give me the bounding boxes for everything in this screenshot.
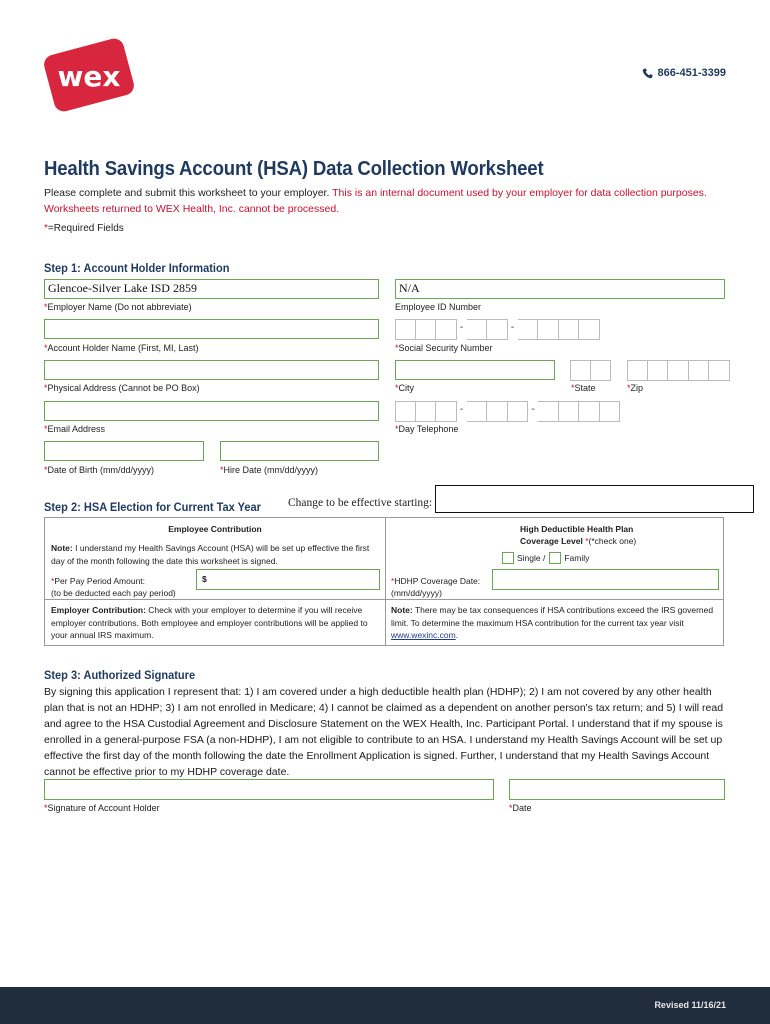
- email-field[interactable]: [44, 401, 379, 421]
- step3-heading: Step 3: Authorized Signature: [44, 668, 196, 682]
- signature-label: *Signature of Account Holder: [44, 803, 160, 813]
- employer-contribution-note: Employer Contribution: Check with your employer to determine if you will receive employer contributions. Both employee and employer contributions will be applied to your annual IRS maximum.: [51, 605, 368, 640]
- physical-address-label: *Physical Address (Cannot be PO Box): [44, 383, 200, 393]
- page-title: Health Savings Account (HSA) Data Collection Worksheet: [44, 158, 544, 180]
- dob-field[interactable]: [44, 441, 204, 461]
- city-field[interactable]: [395, 360, 555, 380]
- account-holder-name-field[interactable]: [44, 319, 379, 339]
- irs-limit-note: Note: There may be tax consequences if HSA contributions exceed the IRS governed limit. To determine the maximum HSA contribution for the current tax year visit www.wexinc.com.: [391, 605, 714, 640]
- employer-name-label: *Employer Name (Do not abbreviate): [44, 302, 192, 312]
- required-fields-note: [44, 223, 124, 234]
- phone-dash: -: [459, 404, 464, 415]
- day-telephone-label: *Day Telephone: [395, 424, 459, 434]
- family-label: Family: [564, 553, 590, 563]
- email-label: *Email Address: [44, 424, 106, 434]
- employee-id-field[interactable]: N/A: [395, 279, 725, 299]
- per-pay-sublabel: (to be deducted each pay period): [51, 588, 176, 598]
- authorization-paragraph: By signing this application I represent that: 1) I am covered under a high deductible health plan (HDHP); 2) I am not covered by any other health plan that is not an HDHP; 3) I am not enrolled in Medicare; 4) I cannot be claimed as a dependent on another person's tax return; and 5) I will read and agree to the HSA Custodial Agreement and Disclosure Statement on the WEX Health, Inc. Participant Portal. I understand that if my spouse is enrolled in a general-purpose FSA (a non-HDHP), I am not eligible to contribute to an HSA. I understand my Health Savings Account will be set up effective the first day of the month following the date the Enrollment Application is signed. Further, I understand that my Health Savings Account cannot be effective prior to my HDHP coverage date.: [44, 686, 724, 778]
- hsa-election-table: [44, 517, 724, 646]
- phone-icon: [642, 68, 653, 79]
- step1-heading: Step 1: Account Holder Information: [44, 261, 230, 275]
- intro-text: [44, 186, 734, 217]
- step2-heading: Step 2: HSA Election for Current Tax Year: [44, 500, 261, 514]
- hire-date-label: *Hire Date (mm/dd/yyyy): [220, 465, 319, 475]
- hdhp-date-sublabel: (mm/dd/yyyy): [391, 588, 442, 598]
- intro-normal: Please complete and submit this worksheet to your employer.: [44, 187, 333, 199]
- per-pay-amount-field[interactable]: [196, 569, 380, 590]
- required-text: =Required Fields: [47, 223, 124, 234]
- hdhp-title-line2: Coverage Level *(*check one): [520, 536, 637, 546]
- ssn-dash: -: [510, 322, 515, 333]
- signature-field[interactable]: [44, 779, 494, 800]
- phone-dash: -: [531, 404, 535, 415]
- hdhp-date-label: *HDHP Coverage Date:: [391, 576, 481, 586]
- family-checkbox[interactable]: [549, 552, 561, 564]
- date-label: *Date: [509, 803, 532, 813]
- employer-name-field[interactable]: Glencoe-Silver Lake ISD 2859: [44, 279, 379, 299]
- logo-text: wex: [57, 60, 121, 93]
- employee-id-label: Employee ID Number: [395, 302, 482, 312]
- ssn-field[interactable]: [395, 319, 600, 340]
- effective-date-label: Change to be effective starting:: [288, 497, 433, 509]
- footer-bar: [0, 987, 770, 1024]
- ssn-label: *Social Security Number: [395, 343, 493, 353]
- state-field[interactable]: [570, 360, 611, 381]
- ssn-dash: -: [459, 322, 464, 333]
- hdhp-title-line1: High Deductible Health Plan: [520, 524, 634, 534]
- wex-logo: [40, 34, 138, 116]
- per-pay-label: *Per Pay Period Amount:: [51, 576, 146, 586]
- coverage-options: [502, 552, 589, 565]
- state-label: *State: [571, 383, 596, 393]
- effective-date-field[interactable]: [435, 485, 754, 513]
- phone-number[interactable]: [642, 67, 726, 79]
- single-checkbox[interactable]: [502, 552, 514, 564]
- zip-label: *Zip: [627, 383, 644, 393]
- hire-date-field[interactable]: [220, 441, 379, 461]
- wexinc-link[interactable]: www.wexinc.com: [391, 630, 456, 640]
- hdhp-date-field[interactable]: [492, 569, 719, 590]
- required-star: *: [44, 223, 48, 234]
- employee-contribution-note: Note: I understand my Health Savings Account (HSA) will be set up effective the first day of the month following the date this worksheet is signed.: [51, 543, 370, 566]
- zip-field[interactable]: [627, 360, 730, 381]
- revised-date: Revised 11/16/21: [654, 1000, 726, 1010]
- employee-contribution-title: Employee Contribution: [168, 524, 262, 534]
- single-label: Single /: [517, 553, 546, 563]
- phone-text: 866-451-3399: [657, 67, 726, 79]
- date-field[interactable]: [509, 779, 725, 800]
- day-telephone-field[interactable]: [395, 401, 620, 422]
- city-label: *City: [395, 383, 415, 393]
- dob-label: *Date of Birth (mm/dd/yyyy): [44, 465, 155, 475]
- dollar-sign: $: [202, 574, 207, 584]
- intro-warning: This is an internal document used by your employer for data collection purposes. Worksheets returned to WEX Health, Inc. cannot be processed.: [44, 187, 707, 215]
- account-holder-name-label: *Account Holder Name (First, MI, Last): [44, 343, 199, 353]
- physical-address-field[interactable]: [44, 360, 379, 380]
